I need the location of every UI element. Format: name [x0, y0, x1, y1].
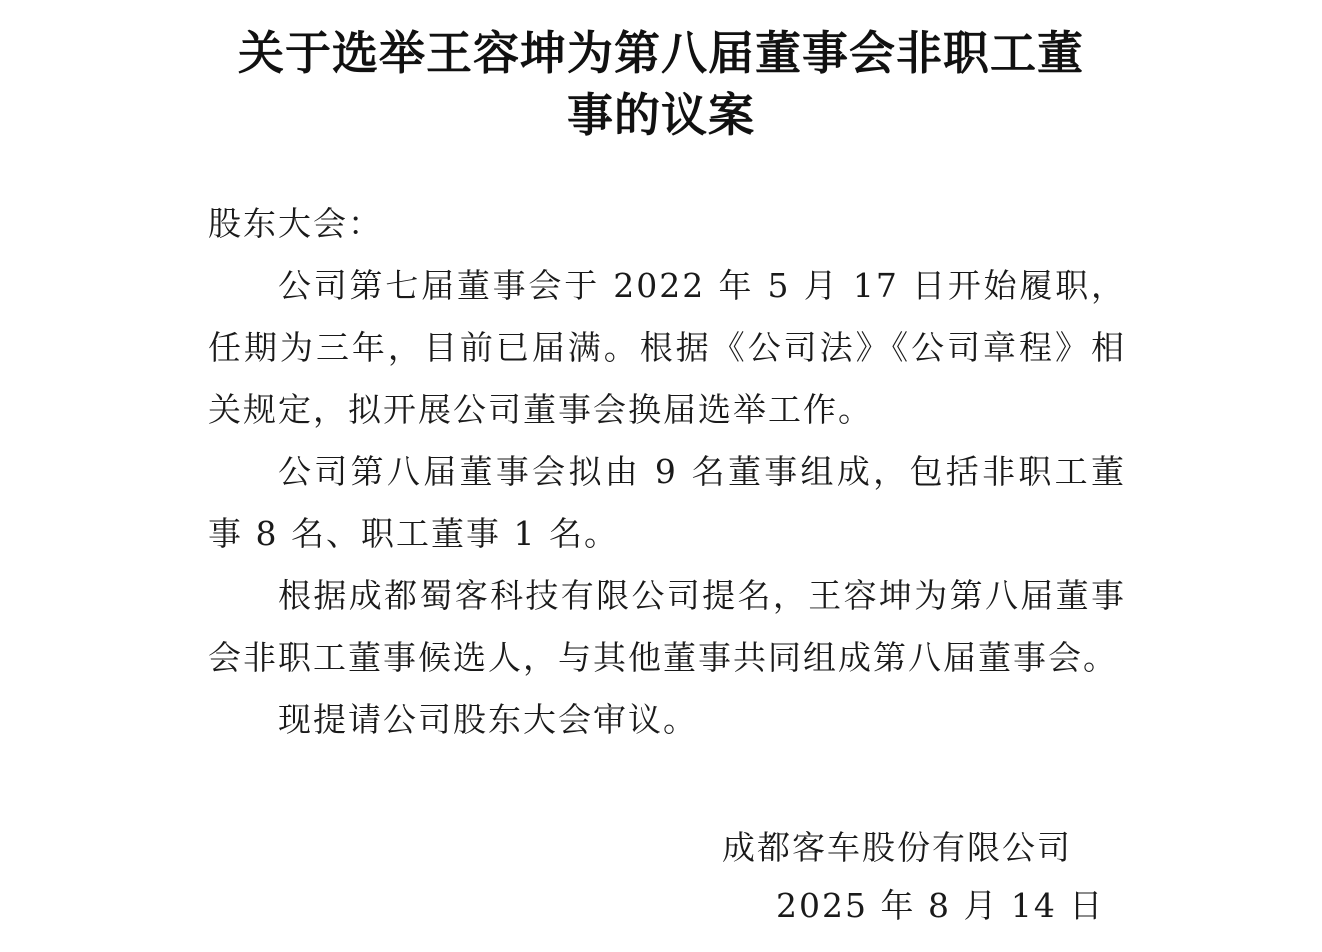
title-line-1: 关于选举王容坤为第八届董事会非职工董 — [238, 26, 1084, 80]
title-line-2: 事的议案 — [567, 88, 755, 142]
signature-company: 成都客车股份有限公司 — [722, 828, 1072, 867]
document-body — [208, 193, 1126, 751]
paragraph-request: 现提请公司股东大会审议。 — [278, 700, 698, 739]
document-title — [200, 22, 1122, 146]
paragraph-term: 公司第七届董事会于 2022 年 5 月 17 日开始履职，任期为三年，目前已届满。根据《公司法》《公司章程》相关规定，拟开展公司董事会换届选举工作。 — [208, 266, 1126, 429]
signature-date: 2025 年 8 月 14 日 — [776, 886, 1105, 925]
salutation: 股东大会： — [208, 204, 383, 243]
paragraph-nomination: 根据成都蜀客科技有限公司提名，王容坤为第八届董事会非职工董事候选人，与其他董事共同组成第八届董事会。 — [208, 576, 1126, 677]
paragraph-composition: 公司第八届董事会拟由 9 名董事组成，包括非职工董事 8 名、职工董事 1 名。 — [208, 452, 1126, 553]
